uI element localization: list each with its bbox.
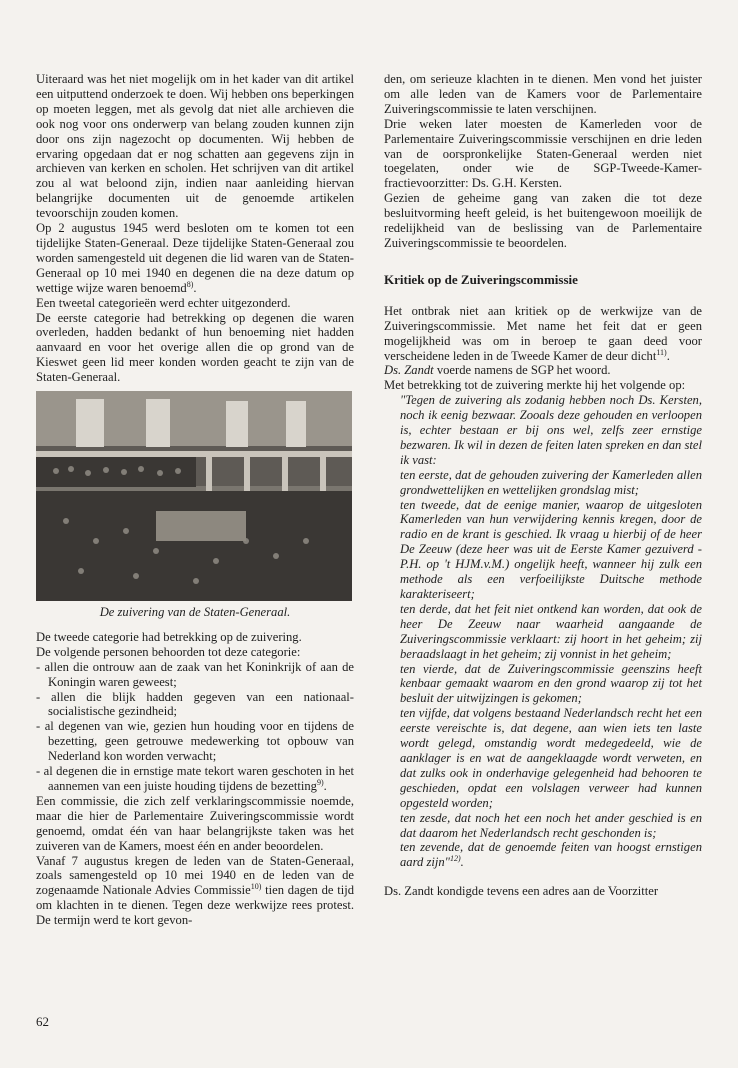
footnote-ref: 8) [186, 279, 194, 289]
left-column [36, 72, 354, 928]
list-item: - al degenen die in ernstige mate tekort waren geschoten in het aannemen van een juiste houding tijdens de bezetting$^{9)}$. [36, 764, 354, 794]
paragraph: Uiteraard was het niet mogelijk om in het kader van dit artikel een uitputtend onderzoek te doen. Wij hebben ons beperkingen op moeten leggen, met als gevolg dat niet alle archieven die ook nog voor ons onderwerp van belang zouden kunnen zijn door ons zijn nagezocht op documenten. Wij hebben de ervaring opgedaan dat er nog schatten aan gegevens zijn in archieven van kerken en scholen. Het schrijven van dit artikel zou al wat beloond zijn, indien naar aanleiding hiervan belangrijke documenten uit de genoemde artikelen tevoorschijn zouden komen. [36, 72, 354, 221]
paragraph: Drie weken later moesten de Kamerleden voor de Parlementaire Zuiveringscommissie verschijnen en drie leden van de oorspronkelijke Staten-Generaal werden niet toegelaten, onder wie de SGP-Tweede-Kamer-fractievoorzitter: Ds. G.H. Kersten. [384, 116, 702, 191]
footnote-ref: 12) [449, 854, 461, 864]
paragraph: Ds. Zandt voerde namens de SGP het woord. [384, 363, 611, 378]
paragraph: Een commissie, die zich zelf verklaringscommissie noemde, maar die hier de Parlementaire Zuiveringscommissie wordt genoemd, omdat één van haar belangrijkste taken was het zuiveren van de Kamers, moest één en ander beoordelen. [36, 793, 354, 853]
paragraph: den, om serieuze klachten in te dienen. Men vond het juister om alle leden van de Kamers voor de Parlementaire Zuiveringscommissie te laten verschijnen. [384, 72, 702, 116]
list-item: - al degenen van wie, gezien hun houding voor en tijdens de bezetting, geen getrouwe medewerking tot opbouw van Nederland kon worden verwacht; [36, 719, 354, 764]
quote-line: ten vierde, dat de Zuiveringscommissie geenszins heeft kenbaar gemaakt waarom en den grond waarop zij tot het besluit der uitwijzingen is gekomen; [400, 661, 702, 706]
right-column [384, 72, 702, 899]
paragraph: Met betrekking tot de zuivering merkte hij het volgende op: [384, 378, 686, 393]
paragraph: De volgende personen behoorden tot deze categorie: [36, 644, 301, 659]
paragraph: De tweede categorie had betrekking op de zuivering. [36, 629, 302, 644]
paragraph: Ds. Zandt kondigde tevens een adres aan de Voorzitter [384, 884, 659, 899]
quote-line: ten derde, dat het feit niet ontkend kan worden, dat ook de heer De Zeeuw naar waarheid aangaande de Zuiveringscommissie verklaart: zij hoort in het geheim; zij beraadslaagt in het geheim; zij vonnist in het geheim; [400, 601, 702, 661]
quotation [400, 393, 702, 870]
footnote-ref: 11) [656, 347, 667, 357]
quote-line: ten eerste, dat de gehouden zuivering der Kamerleden allen grondwettelijken en wettelijken grondslag mist; [400, 467, 702, 497]
list-item: - allen die blijk hadden gegeven van een nationaal-socialistische gezindheid; [36, 690, 354, 720]
photo-caption: De zuivering van de Staten-Generaal. [99, 605, 291, 620]
quote-line: "Tegen de zuivering als zodanig hebben noch Ds. Kersten, noch ik eenig bezwaar. Zooals deze gehouden en verloopen is, echter bestaan er bij ons wel, zelfs zeer ernstige bezwaren. Ik wil in dezen de feiten laten spreken en dan stel ik vast: [400, 393, 702, 467]
quote-line: ten zesde, dat noch het een noch het ander geschied is en dat daarom het Nederlandsch recht geschonden is; [400, 810, 702, 840]
quote-line: ten tweede, dat de eenige manier, waarop de uitgesloten Kamerleden van hun verwijdering kennis kregen, door de radio en de krant is geschied. Ik vraag u hierbij of de heer De Zeeuw (deze heer was uit de Eerste Kamer gezuiverd - P.H. op 't HJM.v.M.) ongelijk heeft, wanneer hij zulk een methode als een verfoeilijkste Duitsche methode karakteriseert; [400, 497, 702, 601]
paragraph: Een tweetal categorieën werd echter uitgezonderd. [36, 295, 291, 310]
parliament-photo [36, 391, 352, 601]
paragraph: Gezien de geheime gang van zaken die tot deze besluitvorming heeft geleid, is het buitengewoon moeilijk de redelijkheid van de beslissing van de Parlementaire Zuiveringscommissie te beoordelen. [384, 191, 702, 250]
speaker-name: Ds. Zandt [384, 363, 434, 378]
footnote-ref: 9) [316, 777, 324, 787]
category-list [36, 660, 354, 794]
section-heading: Kritiek op de Zuiveringscommissie [384, 271, 578, 287]
footnote-ref: 10) [250, 882, 262, 892]
paragraph: De eerste categorie had betrekking op degenen die waren overleden, hadden bedankt of hun benoeming niet hadden aanvaard en voor het overige allen die op grond van de Kieswet geen lid meer konden worden geacht te zijn van de Staten-Generaal. [36, 310, 354, 385]
list-item: - allen die ontrouw aan de zaak van het Koninkrijk of aan de Koningin waren geweest; [36, 660, 354, 690]
paragraph: Op 2 augustus 1945 werd besloten om te komen tot een tijdelijke Staten-Generaal. Deze tijdelijke Staten-Generaal zou worden samengesteld uit degenen die lid waren van de Staten-Generaal op 10 mei 1940 en degenen die na deze datum op wettige wijze waren benoemd$^{8)}$. [36, 221, 354, 295]
paragraph: Het ontbrak niet aan kritiek op de werkwijze van de Zuiveringscommissie. Met name het feit dat er geen mogelijkheid was om in beroep te gaan deed voor verscheidene leden in de Tweede Kamer de deur dicht$^{11)}$. [384, 303, 702, 363]
quote-line: ten vijfde, dat volgens bestaand Nederlandsch recht het een eerste vereischte is, dat degene, aan wien iets ten laste wordt gelegd, omstandig wordt medegedeeld, wie de aanklager is en wat de aangeklaagde wordt verweten, en dat zulks ook in onderhavige gelegenheid had behooren te geschieden, opdat een volslagen verweer had kunnen opgesteld worden; [400, 706, 702, 810]
paragraph: Vanaf 7 augustus kregen de leden van de Staten-Generaal, zoals samengesteld op 10 mei 1940 en de leden van de zogenaamde Nationale Advies Commissie$^{10)}$ tien dagen de tijd om klachten in te dienen. Tegen deze werkwijze rees protest. De termijn werd te kort gevon- [36, 853, 354, 928]
page-number: 62 [36, 1014, 49, 1029]
quote-line: ten zevende, dat de genoemde feiten van hoogst ernstigen aard zijn"$^{12)}$. [400, 840, 702, 870]
